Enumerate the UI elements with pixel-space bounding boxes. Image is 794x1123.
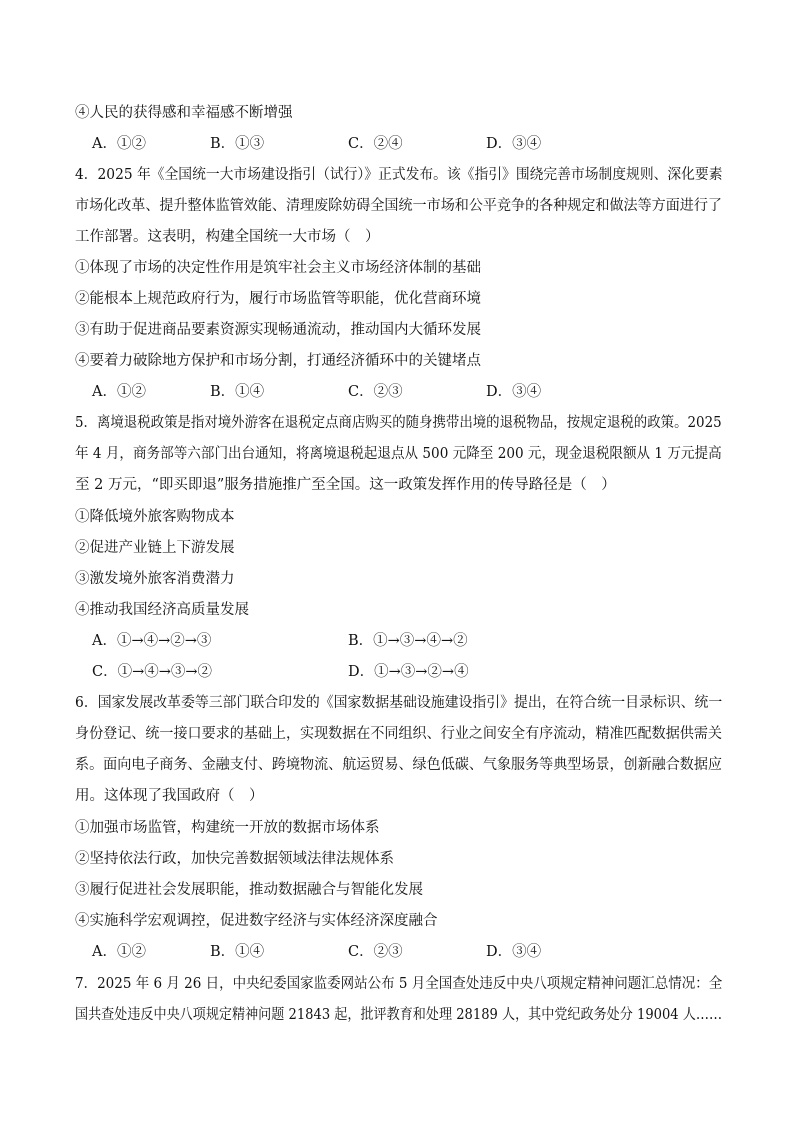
q7-stem-line-2: 国共查处违反中央八项规定精神问题 21843 起，批评教育和处理 28189 人，其中党纪政务处分 19004 人…… xyxy=(75,1007,723,1023)
q6-stem-line-1: 6．国家发展改革委等三部门联合印发的《国家数据基础设施建设指引》提出，在符合统一目录标识、统一 xyxy=(75,695,723,711)
q4-stem-line-3: 工作部署。这表明，构建全国统一大市场（ ） xyxy=(75,229,380,245)
q6-item-1: ①加强市场监管，构建统一开放的数据市场体系 xyxy=(75,820,380,836)
q3-option-c: C．②④ xyxy=(348,136,403,152)
q6-stem-line-2: 身份登记、统一接口要求的基础上，实现数据在不同组织、行业之间安全有序流动，精准匹配数据供需关 xyxy=(75,726,722,742)
q4-option-d: D．③④ xyxy=(486,384,542,400)
q4-item-3: ③有助于促进商品要素资源实现畅通流动，推动国内大循环发展 xyxy=(75,322,481,338)
q5-option-a: A．①→④→②→③ xyxy=(92,633,212,649)
q3-option-d: D．③④ xyxy=(486,136,542,152)
q4-stem-line-1: 4．2025 年《全国统一大市场建设指引（试行）》正式发布。该《指引》围绕完善市场制度规则、深化要素 xyxy=(75,167,723,183)
q3-item-4: ④人民的获得感和幸福感不断增强 xyxy=(75,105,293,121)
q4-option-c: C．②③ xyxy=(348,384,403,400)
q5-option-b: B．①→③→④→② xyxy=(348,633,468,649)
q5-option-d: D．①→③→②→④ xyxy=(348,664,469,680)
q3-option-a: A．①② xyxy=(92,136,146,152)
q5-item-1: ①降低境外旅客购物成本 xyxy=(75,509,235,525)
q4-option-b: B．①④ xyxy=(210,384,265,400)
q6-option-b: B．①④ xyxy=(210,944,265,960)
q6-item-3: ③履行促进社会发展职能，推动数据融合与智能化发展 xyxy=(75,882,423,898)
q5-stem-line-1: 5．离境退税政策是指对境外游客在退税定点商店购买的随身携带出境的退税物品，按规定退税的政策。2025 xyxy=(75,415,722,431)
q6-item-4: ④实施科学宏观调控，促进数字经济与实体经济深度融合 xyxy=(75,913,438,929)
q6-option-c: C．②③ xyxy=(348,944,403,960)
q5-stem-line-2: 年 4 月，商务部等六部门出台通知，将离境退税起退点从 500 元降至 200 元，现金退税限额从 1 万元提高 xyxy=(75,446,722,462)
q4-item-1: ①体现了市场的决定性作用是筑牢社会主义市场经济体制的基础 xyxy=(75,260,481,276)
q6-stem-line-4: 用。这体现了我国政府（ ） xyxy=(75,788,264,804)
q4-item-4: ④要着力破除地方保护和市场分割，打通经济循环中的关键堵点 xyxy=(75,353,481,369)
q5-item-4: ④推动我国经济高质量发展 xyxy=(75,602,249,618)
q5-stem-line-3: 至 2 万元，“即买即退”服务措施推广至全国。这一政策发挥作用的传导路径是（ ） xyxy=(75,477,616,493)
q3-option-b: B．①③ xyxy=(210,136,265,152)
q6-option-a: A．①② xyxy=(92,944,146,960)
q6-option-d: D．③④ xyxy=(486,944,542,960)
q5-item-2: ②促进产业链上下游发展 xyxy=(75,540,235,556)
q5-option-c: C．①→④→③→② xyxy=(92,664,213,680)
q4-option-a: A．①② xyxy=(92,384,146,400)
q6-stem-line-3: 系。面向电子商务、金融支付、跨境物流、航运贸易、绿色低碳、气象服务等典型场景，创新融合数据应 xyxy=(75,757,722,773)
q7-stem-line-1: 7．2025 年 6 月 26 日，中央纪委国家监委网站公布 5 月全国查处违反中央八项规定精神问题汇总情况：全 xyxy=(75,976,723,992)
q4-stem-line-2: 市场化改革、提升整体监管效能、清理废除妨碍全国统一市场和公平竞争的各种规定和做法等方面进行了 xyxy=(75,198,722,214)
q6-item-2: ②坚持依法行政，加快完善数据领域法律法规体系 xyxy=(75,851,394,867)
q4-item-2: ②能根本上规范政府行为，履行市场监管等职能，优化营商环境 xyxy=(75,291,481,307)
q5-item-3: ③激发境外旅客消费潜力 xyxy=(75,571,235,587)
